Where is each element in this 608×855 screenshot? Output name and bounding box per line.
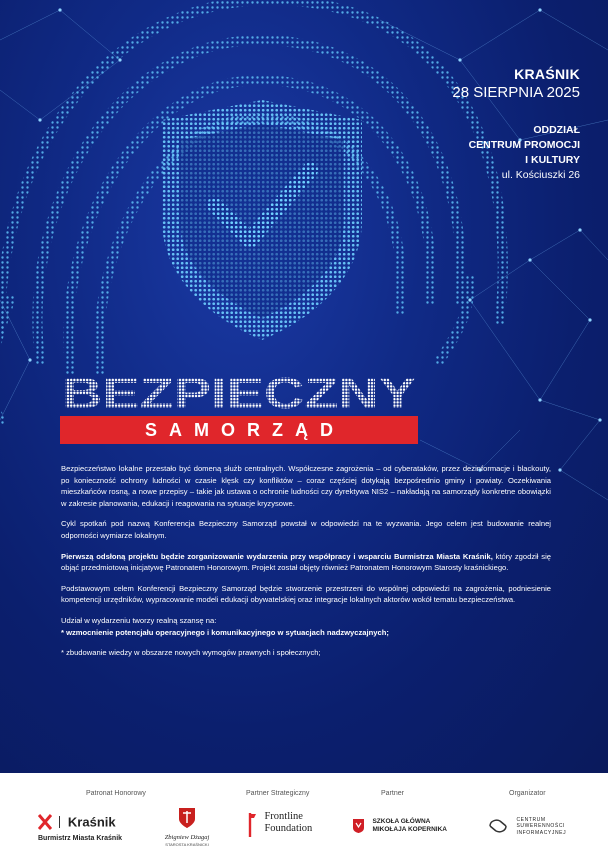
frontline-flag-icon [248,811,258,839]
venue-line: CENTRUM PROMOCJI [468,139,580,151]
title-main: BEZPIECZNY [62,372,416,412]
label-honorary-patronage: Patronat Honorowy [86,790,146,797]
event-venue [452,123,580,168]
csi-line1: CENTRUM [516,817,546,823]
shield-shape [162,100,362,340]
krasnik-caption: Burmistrz Miasta Kraśnik [38,835,123,842]
label-partner: Partner [381,790,404,797]
event-city: KRAŚNIK [514,66,580,82]
paragraph-rest: który zgodził się objąć przedmiotową inicjatywę Patronatem Honorowym. Projekt został objęty również Patronatem Honorowym Starosty kraśnickiego. [61,551,551,573]
sgh-logo [352,817,447,835]
event-address: ul. Kościuszki 26 [501,169,580,181]
frontline-foundation-logo [248,811,312,839]
partners-footer [0,773,608,855]
frontline-line2: Foundation [264,823,313,834]
list-intro: Udział w wydarzeniu tworzy realną szansę na: [61,615,217,625]
paragraph [61,615,551,638]
paragraph: Podstawowym celem Konferencji Bezpieczny Samorząd będzie stworzenie przestrzeni do wspólnej odpowiedzi na zagrożenia, podniesienie kompetencji urzędników, wypracowanie modeli edukacji obywatelskiej oraz integracje lokalnych aktorów wokół tematu bezpieczeństwa. [61,583,551,605]
venue-line: I KULTURY [525,154,580,166]
starosta-title: STAROSTA KRAŚNICKI [165,842,209,847]
sgh-line1: SZKOŁA GŁÓWNA [372,817,431,825]
paragraph [61,551,551,574]
event-info [452,66,580,182]
list-item: * wzmocnienie potencjału operacyjnego i komunikacyjnego w sytuacjach nadzwyczajnych; [61,627,389,637]
venue-line: ODDZIAŁ [533,124,580,136]
title-block [60,372,418,444]
label-strategic-partner: Partner Strategiczny [246,790,310,797]
krasnik-crest-icon [38,814,52,830]
frontline-line1: Frontline [264,811,303,822]
sgh-line2: MIKOŁAJA KOPERNIKA [372,825,447,833]
coat-of-arms-icon [178,807,196,829]
csi-line3: INFORMACYJNEJ [516,829,567,836]
csi-emblem-icon [487,818,509,834]
title-sub: SAMORZĄD [60,416,418,444]
krasnik-name: Kraśnik [67,814,116,830]
event-date: 28 SIERPNIA 2025 [452,84,580,101]
starosta-logo [157,807,217,847]
krasnik-logo [38,813,122,842]
body-text [61,463,551,668]
paragraph-bold-lead: Pierwszą odsłoną projektu będzie zorganizowanie wydarzenia przy współpracy i wsparciu Burmistrza Miasta Kraśnik, [61,551,493,561]
csi-line2: SUWERENNOŚCI [516,823,566,830]
starosta-name: Zbigniew Dżagaj [164,834,210,841]
title-main-graphic [60,372,418,412]
label-organizer: Organizator [509,790,546,797]
csi-logo [487,817,566,836]
paragraph: Bezpieczeństwo lokalne przestało być domeną służb centralnych. Współczesne zagrożenia – od cyberataków, przez dezinformacje i blackouty, po konieczność ochrony ludności w czasie klęsk czy konfliktów – coraz częściej dotykają bezpośrednio gminy i powiaty. Oczekiwania mieszkańców rosną, a nowe przepisy – takie jak ustawa o ochronie ludności czy dyrektywa NIS2 – nakładają na samorządy konkretne obowiązki w zakresie planowania, edukacji i reagowania na sytuacje kryzysowe. [61,464,551,508]
paragraph: Cykl spotkań pod nazwą Konferencja Bezpieczny Samorząd powstał w odpowiedzi na te wyzwania. Jego celem jest budowanie realnej odporności wymiarze lokalnym. [61,519,551,540]
eagle-emblem-icon [352,818,365,834]
list-item: * zbudowanie wiedzy w obszarze nowych wymogów prawnych i społecznych; [61,648,321,658]
